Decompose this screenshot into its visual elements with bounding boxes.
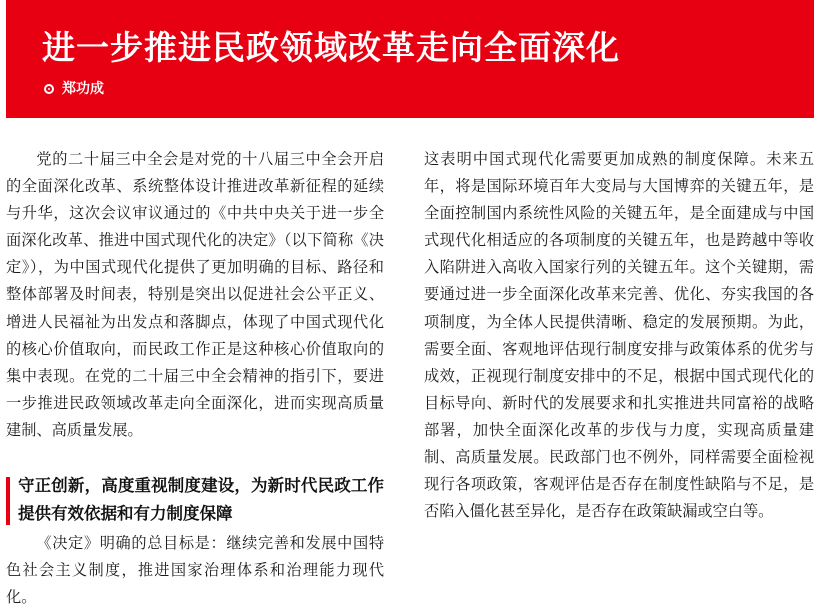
body-paragraph: 这表明中国式现代化需要更加成熟的制度保障。未来五年，将是国际环境百年大变局与大国博弈的关键五年，是全面控制国内系统性风险的关键五年，是全面建成与中国式现代化相适应的各项制度的关键五年，也是跨越中等收入陷阱进入高收入国家行列的关键五年。这个关键期，需要通过进一步全面深化改革来完善、优化、夯实我国的各项制度，为全体人民提供清晰、稳定的发展预期。为此，需要全面、客观地评估现行制度安排与政策体系的优劣与成效，正视现行制度安排中的不足，根据中国式现代化的目标导向、新时代的发展要求和扎实推进共同富裕的战略部署，加快全面深化改革的步伐与力度，实现高质量建制、高质量发展。民政部门也不例外，同样需要全面检视现行各项政策，客观评估是否存在制度性缺陷与不足，是否陷入僵化甚至异化，是否存在政策缺漏或空白等。 bbox=[424, 150, 814, 521]
right-column bbox=[424, 146, 814, 525]
author-name: 郑功成 bbox=[62, 81, 104, 97]
body-paragraph: 《决定》明确的总目标是：继续完善和发展中国特色社会主义制度，推进国家治理体系和治理能力现代化。 bbox=[6, 534, 384, 607]
bullet-circle-icon bbox=[44, 84, 54, 94]
body-paragraph: 党的二十届三中全会是对党的十八届三中全会开启的全面深化改革、系统整体设计推进改革新征程的延续与升华，这次会议审议通过的《中共中央关于进一步全面深化改革、推进中国式现代化的决定》（以下简称《决定》），为中国式现代化提供了更加明确的目标、路径和整体部署及时间表，特别是突出以促进社会公平正义、增进人民福祉为出发点和落脚点，体现了中国式现代化的核心价值取向，而民政工作正是这种核心价值取向的集中表现。在党的二十届三中全会精神的指引下，要进一步推进民政领域改革走向全面深化，进而实现高质量建制、高质量发展。 bbox=[6, 150, 384, 439]
author-line bbox=[44, 78, 104, 98]
article-title: 进一步推进民政领域改革走向全面深化 bbox=[42, 28, 620, 67]
section-heading-text: 守正创新，高度重视制度建设，为新时代民政工作提供有效依据和有力制度保障 bbox=[18, 476, 384, 524]
section-heading bbox=[6, 472, 384, 528]
left-column bbox=[6, 146, 384, 611]
heading-accent-bar bbox=[6, 477, 10, 525]
title-banner bbox=[6, 0, 814, 118]
section-gap bbox=[6, 444, 384, 472]
